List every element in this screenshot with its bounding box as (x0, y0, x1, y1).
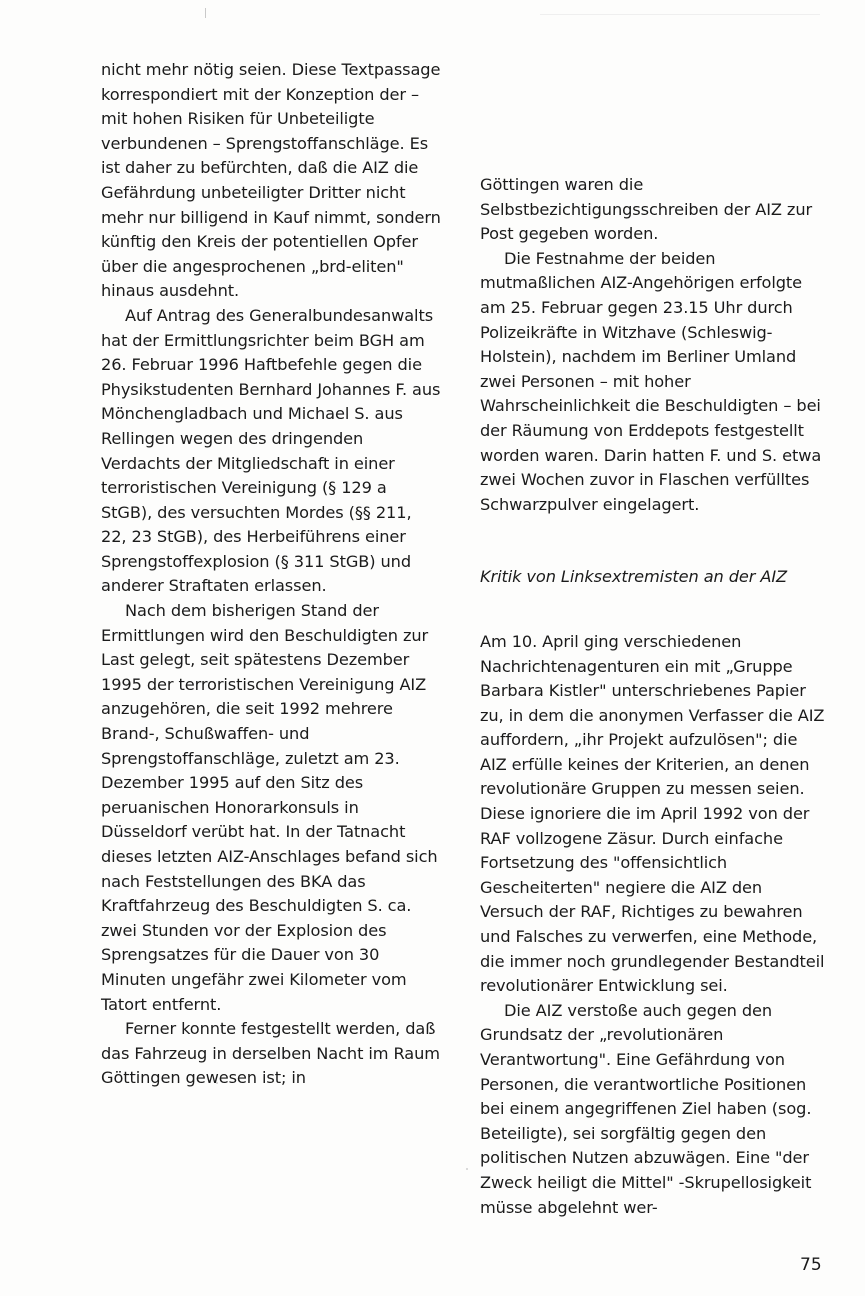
paragraph: Die AIZ verstoße auch gegen den Grundsatz der „revolutionären Verantwortung". Eine Gefährdung von Personen, die verantwortliche Positionen bei einem angegriffenen Ziel haben (sog. Beteiligte), sei sorgfältig gegen den politischen Nutzen abzuwägen. Eine "der Zweck heiligt die Mittel" -Skrupellosigkeit müsse abgelehnt wer- (480, 1000, 812, 1217)
paragraph: Nach dem bisherigen Stand der Ermittlungen wird den Beschuldigten zur Last gelegt, seit spätestens Dezember 1995 der terroristischen Vereinigung AIZ anzugehören, die seit 1992 mehrere Brand-, Schußwaffen- und Sprengstoffanschläge, zuletzt am 23. Dezember 1995 auf den Sitz des peruanischen Honorarkonsuls in Düsseldorf verübt hat. In der Tatnacht dieses letzten AIZ-Anschlages befand sich nach Feststellungen des BKA das Kraftfahrzeug des Beschuldigten S. ca. zwei Stunden vor der Explosion des Sprengsatzes für die Dauer von 30 Minuten ungefähr zwei Kilometer vom Tatort entfernt. (101, 601, 438, 1014)
paragraph: nicht mehr nötig seien. Diese Textpassage korrespondiert mit der Konzeption der – mit hohen Risiken für Unbeteiligte verbundenen – Sprengstoffanschläge. Es ist daher zu befürchten, daß die AIZ die Gefährdung unbeteiligter Dritter nicht mehr nur billigend in Kauf nimmt, sondern künftig den Kreis der potentiellen Opfer über die angesprochenen „brd-eliten" hinaus ausdehnt. (101, 60, 441, 301)
page-number: 75 (800, 1255, 822, 1275)
paragraph: Göttingen waren die Selbstbezichtigungsschreiben der AIZ zur Post gegeben worden. (480, 175, 813, 244)
section-heading: Kritik von Linksextremisten an der AIZ (480, 567, 788, 587)
scan-mark (205, 8, 206, 18)
paragraph: Die Festnahme der beiden mutmaßlichen AIZ-Angehörigen erfolgte am 25. Februar gegen 23.15 Uhr durch Polizeikräfte in Witzhave (Schleswig-Holstein), nachdem im Berliner Umland zwei Personen – mit hoher Wahrscheinlichkeit die Beschuldigten – bei der Räumung von Erddepots festgestellt worden waren. Darin hatten F. und S. etwa zwei Wochen zuvor in Flaschen verfülltes Schwarzpulver eingelagert. (480, 248, 822, 514)
paragraph: Am 10. April ging verschiedenen Nachrichtenagenturen ein mit „Gruppe Barbara Kistler" unterschriebenes Papier zu, in dem die anonymen Verfasser die AIZ auffordern, „ihr Projekt aufzulösen"; die AIZ erfülle keines der Kriterien, an denen revolutionäre Gruppen zu messen seien. Diese ignoriere die im April 1992 von der RAF vollzogene Zäsur. Durch einfache Fortsetzung des "offensichtlich Gescheiterten" negiere die AIZ den Versuch der RAF, Richtiges zu bewahren und Falsches zu verwerfen, eine Methode, die immer noch grundlegender Bestandteil revolutionärer Entwicklung sei. (480, 631, 825, 996)
paragraph: Auf Antrag des Generalbundesanwalts hat der Ermittlungsrichter beim BGH am 26. Februar 1996 Haftbefehle gegen die Physikstudenten Bernhard Johannes F. aus Mönchengladbach und Michael S. aus Rellingen wegen des dringenden Verdachts der Mitgliedschaft in einer terroristischen Vereinigung (§ 129 a StGB), des versuchten Mordes (§§ 211, 22, 23 StGB), des Herbeiführens einer Sprengstoffexplosion (§ 311 StGB) und anderer Straftaten erlassen. (101, 305, 441, 596)
paragraph: Ferner konnte festgestellt werden, daß das Fahrzeug in derselben Nacht im Raum Göttingen gewesen ist; in (101, 1019, 440, 1088)
right-column (480, 173, 825, 1220)
left-column (101, 58, 441, 1091)
scan-line (540, 14, 820, 15)
scan-speck (466, 1168, 468, 1170)
